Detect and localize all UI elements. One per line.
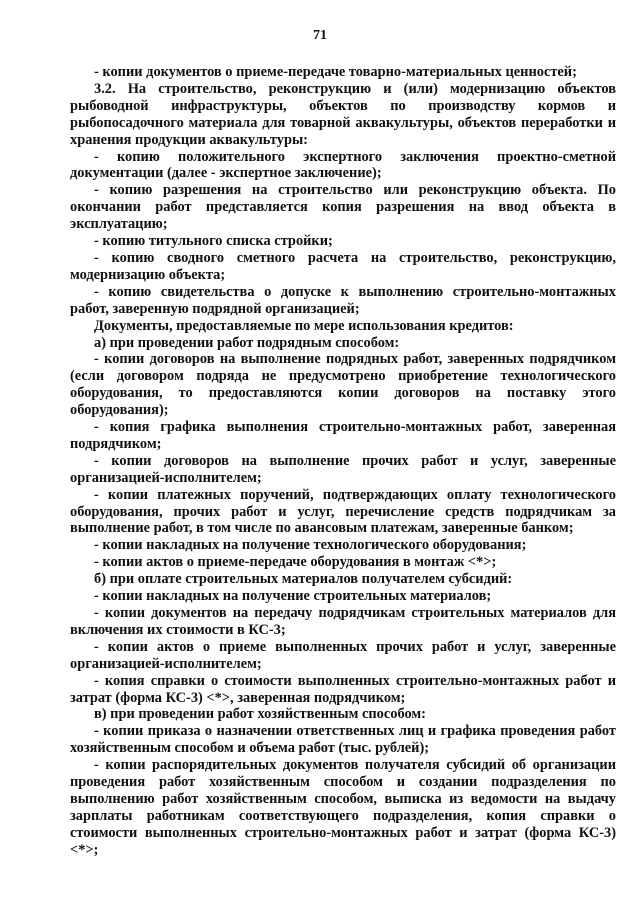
paragraph: - копия справки о стоимости выполненных строительно-монтажных работ и затрат (форма КС-3) <*>, заверенная подрядчиком;	[70, 672, 616, 706]
paragraph: - копии накладных на получение технологического оборудования;	[94, 537, 527, 554]
paragraph: - копии актов о приеме-передаче оборудования в монтаж <*>;	[94, 554, 497, 571]
paragraph: - копию титульного списка стройки;	[94, 233, 333, 250]
paragraph: - копии распорядительных документов получателя субсидий об организации проведения работ хозяйственным способом и создании подразделения по выполнению работ хозяйственным способом, выписка из ведомости на выдачу зарплаты работникам соответствующего подразделения, копия справки о стоимости выполненных строительно-монтажных работ и затрат (форма КС-3) <*>;	[70, 757, 616, 858]
paragraph: - копию разрешения на строительство или реконструкцию объекта. По окончании работ представляется копия разрешения на ввод объекта в эксплуатацию;	[70, 182, 616, 233]
paragraph: - копии приказа о назначении ответственных лиц и графика проведения работ хозяйственным способом и объема работ (тыс. рублей);	[70, 723, 616, 757]
paragraph: - копии документов на передачу подрядчикам строительных материалов для включения их стоимости в КС-3;	[70, 605, 616, 638]
page-number: 71	[313, 28, 327, 43]
paragraph: - копия графика выполнения строительно-монтажных работ, заверенная подрядчиком;	[70, 419, 616, 452]
paragraph: - копию положительного экспертного заключения проектно-сметной документации (далее - экспертное заключение);	[70, 148, 616, 182]
paragraph: 3.2. На строительство, реконструкцию и (или) модернизацию объектов рыбоводной инфраструктуры, объектов по производству кормов и рыбопосадочного материала для товарной аквакультуры, объектов переработки и хранения продукции аквакультуры:	[70, 80, 616, 148]
paragraph: а) при проведении работ подрядным способом:	[94, 334, 400, 351]
paragraph: - копии договоров на выполнение прочих работ и услуг, заверенные организацией-исполнителем;	[70, 452, 616, 486]
paragraph: - копии договоров на выполнение подрядных работ, заверенных подрядчиком (если договором подряда не предусмотрено приобретение технологического оборудования, то предоставляются копии договоров на поставку этого оборудования);	[70, 351, 616, 419]
paragraph: - копии актов о приеме выполненных прочих работ и услуг, заверенные организацией-исполнителем;	[70, 638, 616, 672]
paragraph: - копии платежных поручений, подтверждающих оплату технологического оборудования, прочих работ и услуг, перечисление средств подрядчикам за выполнение работ, в том числе по авансовым платежам, заверенные банком;	[70, 486, 616, 537]
paragraph: Документы, предоставляемые по мере использования кредитов:	[94, 317, 514, 334]
paragraph: в) при проведении работ хозяйственным способом:	[94, 706, 426, 723]
paragraph: - копии накладных на получение строительных материалов;	[94, 588, 492, 605]
paragraph: - копию свидетельства о допуске к выполнению строительно-монтажных работ, заверенную подрядной организацией;	[70, 283, 616, 317]
paragraph: - копии документов о приеме-передаче товарно-материальных ценностей;	[94, 64, 577, 80]
document-body	[70, 64, 616, 859]
paragraph: б) при оплате строительных материалов получателем субсидий:	[94, 571, 513, 588]
paragraph: - копию сводного сметного расчета на строительство, реконструкцию, модернизацию объекта;	[70, 249, 616, 283]
